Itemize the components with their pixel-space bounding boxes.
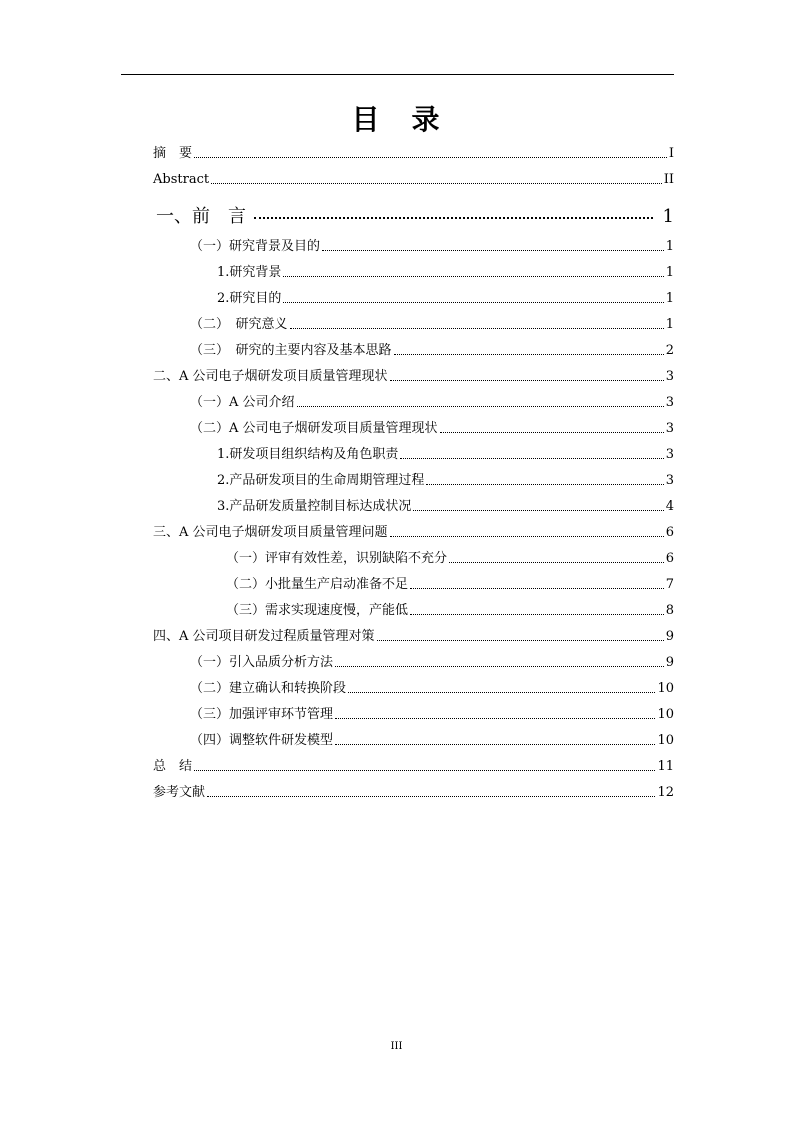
toc-entry-abstract-cn[interactable] [153,142,674,162]
toc-entry-label: 2.产品研发项目的生命周期管理过程 [217,473,425,488]
toc-entry-page: 4 [665,499,674,514]
toc-entry-page: 1 [665,317,674,332]
toc-leader-dots [377,640,664,641]
toc-entry-section[interactable] [190,651,674,671]
toc-entry-label: （四）调整软件研发模型 [190,733,334,748]
page-title: 目 录 [351,103,442,136]
toc-leader-dots [449,562,664,563]
toc-entry-label: 2.研究目的 [217,291,282,306]
toc-entry-label: 总 结 [153,759,193,774]
toc-leader-dots [254,217,653,219]
toc-leader-dots [283,276,663,277]
toc-entry-label: （一）评审有效性差，识别缺陷不充分 [226,551,448,566]
toc-entry-label: 四、A 公司项目研发过程质量管理对策 [153,629,375,644]
toc-entry-section[interactable] [190,339,674,359]
toc-entry-label: 二、A 公司电子烟研发项目质量管理现状 [153,369,388,384]
toc-entry-section[interactable] [190,391,674,411]
toc-leader-dots [322,250,664,251]
toc-leader-dots [348,692,655,693]
toc-entry-section[interactable] [190,677,674,697]
toc-entry-label: （二）A 公司电子烟研发项目质量管理现状 [190,421,438,436]
toc-leader-dots [283,302,663,303]
toc-leader-dots [290,328,664,329]
toc-entry-page: 1 [662,206,674,227]
toc-leader-dots [410,588,664,589]
toc-leader-dots [400,458,663,459]
toc-leader-dots [211,183,662,184]
toc-entry-page: 3 [665,473,674,488]
toc-leader-dots [390,536,664,537]
toc-entry-subsection[interactable] [217,261,674,281]
toc-leader-dots [440,432,664,433]
toc-leader-dots [413,510,663,511]
toc-leader-dots [194,770,655,771]
toc-entry-subsection[interactable] [217,287,674,307]
toc-entry-label: （一）引入品质分析方法 [190,655,334,670]
toc-entry-label: 1.研究背景 [217,265,282,280]
toc-entry-label: （一）A 公司介绍 [190,395,295,410]
toc-entry-page: I [668,146,674,161]
toc-entry-page: 7 [665,577,674,592]
toc-entry-section[interactable] [190,729,674,749]
toc-entry-section[interactable] [190,313,674,333]
toc-entry-label: 3.产品研发质量控制目标达成状况 [217,499,412,514]
toc-entry-section[interactable] [226,547,674,567]
toc-leader-dots [297,406,664,407]
footer-page-number: III [390,1041,403,1052]
toc-entry-section[interactable] [190,703,674,723]
toc-entry-page: 1 [665,291,674,306]
toc-entry-section[interactable] [190,235,674,255]
toc-entry-page: 6 [665,551,674,566]
toc-entry-label: （一）研究背景及目的 [190,239,321,254]
toc-leader-dots [194,157,667,158]
toc-entry-page: 3 [665,395,674,410]
toc-leader-dots [207,796,655,797]
toc-entry-page: II [663,172,674,187]
toc-entry-page: 11 [657,759,674,774]
toc-entry-conclusion[interactable] [153,755,674,775]
toc-entry-label: 1.研发项目组织结构及角色职责 [217,447,399,462]
toc-entry-subsection[interactable] [217,495,674,515]
toc-leader-dots [410,614,664,615]
toc-entry-page: 3 [665,421,674,436]
toc-entry-label: （三）需求实现速度慢，产能低 [226,603,409,618]
toc-leader-dots [335,666,664,667]
toc-entry-label: （三）加强评审环节管理 [190,707,334,722]
toc-entry-label: （二）小批量生产启动准备不足 [226,577,409,592]
toc-entry-label: 参考文献 [153,785,206,800]
toc-entry-page: 3 [665,369,674,384]
toc-entry-label: （二）建立确认和转换阶段 [190,681,347,696]
toc-entry-page: 9 [665,655,674,670]
toc-entry-page: 9 [665,629,674,644]
toc-entry-section[interactable] [190,417,674,437]
toc-entry-label: 三、A 公司电子烟研发项目质量管理问题 [153,525,388,540]
toc-entry-label: 一、前 言 [156,206,246,227]
toc-entry-subsection[interactable] [217,469,674,489]
toc-entry-page: 10 [657,733,674,748]
toc-entry-page: 6 [665,525,674,540]
toc-leader-dots [335,744,655,745]
toc-leader-dots [335,718,655,719]
toc-entry-label: （二） 研究意义 [190,317,288,332]
toc-leader-dots [426,484,663,485]
toc-entry-page: 10 [657,681,674,696]
toc-entry-chapter-1[interactable] [156,199,674,225]
toc-entry-subsection[interactable] [217,443,674,463]
toc-entry-page: 10 [657,707,674,722]
toc-entry-section[interactable] [226,599,674,619]
toc-entry-label: 摘 要 [153,146,193,161]
toc-entry-page: 3 [665,447,674,462]
toc-entry-label: （三） 研究的主要内容及基本思路 [190,343,392,358]
toc-entry-page: 1 [665,265,674,280]
toc-entry-references[interactable] [153,781,674,801]
toc-leader-dots [394,354,664,355]
toc-leader-dots [390,380,664,381]
toc-entry-section[interactable] [226,573,674,593]
toc-entry-page: 8 [665,603,674,618]
toc-entry-chapter-3[interactable] [153,521,674,541]
toc-entry-page: 12 [657,785,674,800]
toc-entry-chapter-4[interactable] [153,625,674,645]
toc-entry-page: 2 [665,343,674,358]
toc-entry-chapter-2[interactable] [153,365,674,385]
toc-entry-abstract-en[interactable] [153,168,674,188]
toc-entry-page: 1 [665,239,674,254]
toc-entry-label: Abstract [153,172,210,187]
